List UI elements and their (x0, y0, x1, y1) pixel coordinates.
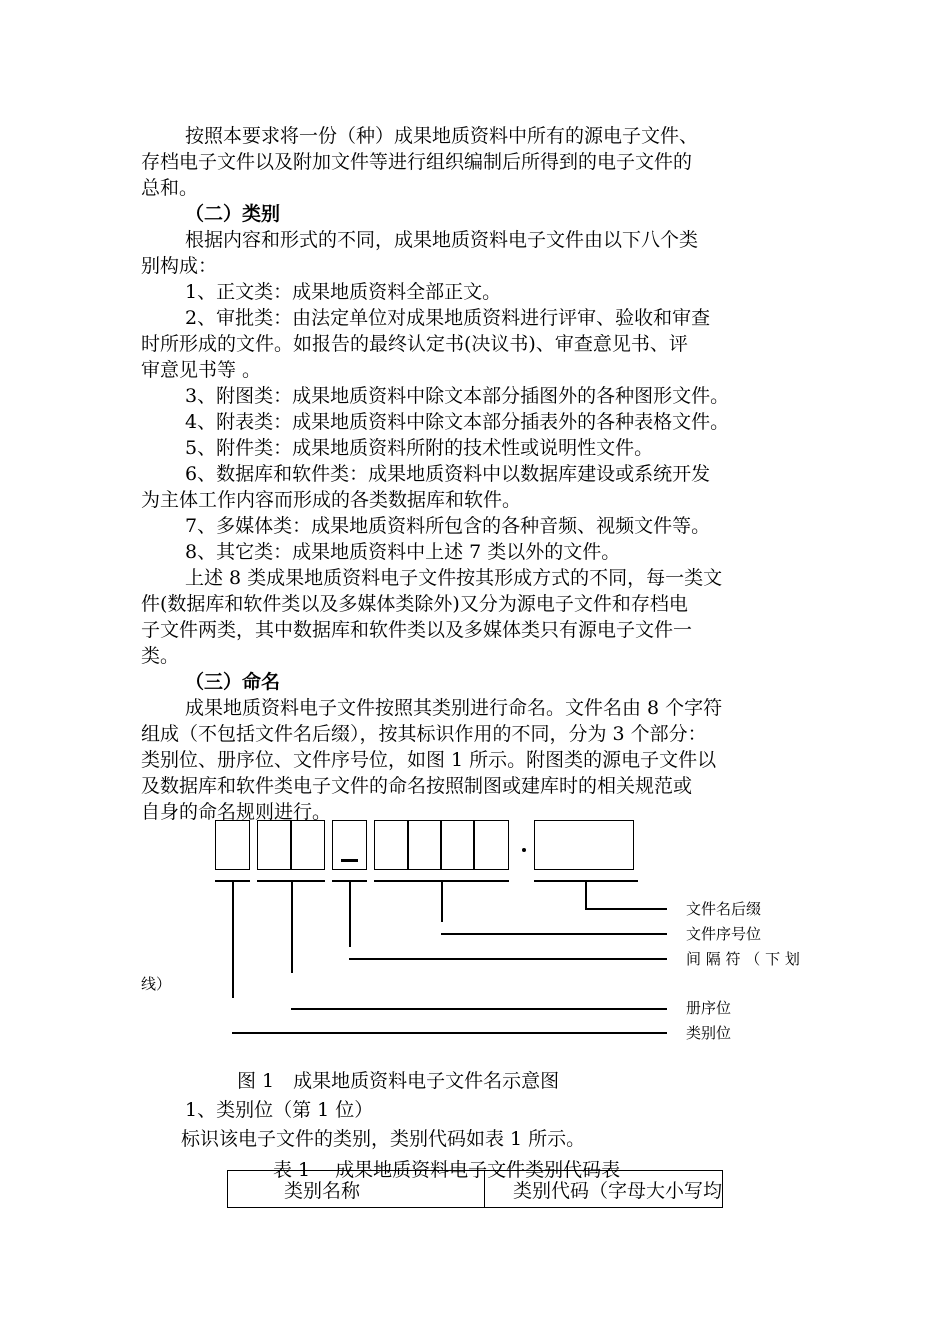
list-item-cont: 审意见书等 。 (141, 359, 262, 381)
char-box-seq-2 (407, 820, 442, 870)
char-box-seq-3 (440, 820, 475, 870)
paragraph-line: 类。 (141, 645, 180, 667)
paragraph-line: 按照本要求将一份（种）成果地质资料中所有的源电子文件、 (185, 125, 699, 147)
table-header-row (228, 1171, 723, 1208)
paragraph-line: 自身的命名规则进行。 (141, 801, 332, 823)
subsection-title: 1、类别位（第 1 位） (185, 1099, 374, 1121)
leader-seq-h (441, 933, 667, 935)
list-item: 2、审批类：由法定单位对成果地质资料进行评审、验收和审查 (185, 307, 711, 329)
paragraph-line: 根据内容和形式的不同，成果地质资料电子文件由以下八个类 (185, 229, 699, 251)
paragraph-line: 类别位、册序位、文件序号位，如图 1 所示。附图类的源电子文件以 (141, 749, 717, 771)
leader-separator-h (349, 958, 667, 960)
paragraph-line: 别构成： (141, 255, 218, 277)
section-heading-naming: （三）命名 (185, 671, 281, 693)
paragraph-line: 存档电子文件以及附加文件等进行组织编制后所得到的电子文件的 (141, 151, 693, 173)
paragraph-line: 组成（不包括文件名后缀），按其标识作用的不同，分为 3 个部分： (141, 723, 707, 745)
label-file-seq: 文件序号位 (686, 925, 762, 943)
char-box-category (215, 820, 250, 870)
paragraph-line: 成果地质资料电子文件按照其类别进行命名。文件名由 8 个字符 (185, 697, 723, 719)
underscore-mark (341, 859, 358, 862)
list-item: 1、正文类：成果地质资料全部正文。 (185, 281, 502, 303)
char-box-seq-4 (473, 820, 509, 870)
char-box-suffix (534, 820, 634, 870)
list-item: 8、其它类：成果地质资料中上述 7 类以外的文件。 (185, 541, 621, 563)
leader-suffix-v (585, 880, 587, 908)
paragraph-line: 总和。 (141, 177, 199, 199)
extension-dot (522, 848, 526, 852)
list-item: 5、附件类：成果地质资料所附的技术性或说明性文件。 (185, 437, 654, 459)
list-item: 6、数据库和软件类：成果地质资料中以数据库建设或系统开发 (185, 463, 711, 485)
char-box-separator (332, 820, 367, 870)
leader-seq-v (441, 880, 443, 922)
label-separator: 间 隔 符 （ 下 划 (686, 950, 800, 968)
paragraph-line: 及数据库和软件类电子文件的命名按照制图或建库时的相关规范或 (141, 775, 693, 797)
leader-volume-h (291, 1008, 667, 1010)
leader-suffix-h (585, 908, 667, 910)
leader-volume-v (291, 880, 293, 973)
label-volume: 册序位 (686, 999, 732, 1017)
char-box-volume-1 (257, 820, 292, 870)
label-suffix: 文件名后缀 (686, 900, 762, 918)
header-category-name: 类别名称 (228, 1171, 485, 1208)
figure-caption: 图 1 成果地质资料电子文件名示意图 (237, 1070, 560, 1092)
list-item-cont: 为主体工作内容而形成的各类数据库和软件。 (141, 489, 522, 511)
char-box-volume-2 (290, 820, 325, 870)
table-caption: 表 1 成果地质资料电子文件类别代码表 (273, 1159, 621, 1181)
list-item: 7、多媒体类：成果地质资料所包含的各种音频、视频文件等。 (185, 515, 711, 537)
section-heading-category: （二）类别 (185, 203, 281, 225)
paragraph-line: 子文件两类，其中数据库和软件类以及多媒体类只有源电子文件一 (141, 619, 693, 641)
label-separator-cont: 线） (141, 975, 172, 993)
leader-separator-v (349, 880, 351, 947)
list-item-cont: 时所形成的文件。如报告的最终认定书(决议书)、审查意见书、评 (141, 333, 688, 355)
leader-category-v (232, 880, 234, 998)
header-category-code: 类别代码（字母大小写均 (485, 1171, 723, 1208)
paragraph-line: 件(数据库和软件类以及多媒体类除外)又分为源电子文件和存档电 (141, 593, 688, 615)
leader-category-h (232, 1032, 667, 1034)
paragraph-line: 上述 8 类成果地质资料电子文件按其形成方式的不同，每一类文 (185, 567, 723, 589)
list-item: 4、附表类：成果地质资料中除文本部分插表外的各种表格文件。 (185, 411, 730, 433)
char-box-seq-1 (374, 820, 409, 870)
subsection-desc: 标识该电子文件的类别，类别代码如表 1 所示。 (181, 1128, 586, 1150)
label-category: 类别位 (686, 1024, 732, 1042)
category-code-table (227, 1170, 723, 1208)
list-item: 3、附图类：成果地质资料中除文本部分插图外的各种图形文件。 (185, 385, 730, 407)
